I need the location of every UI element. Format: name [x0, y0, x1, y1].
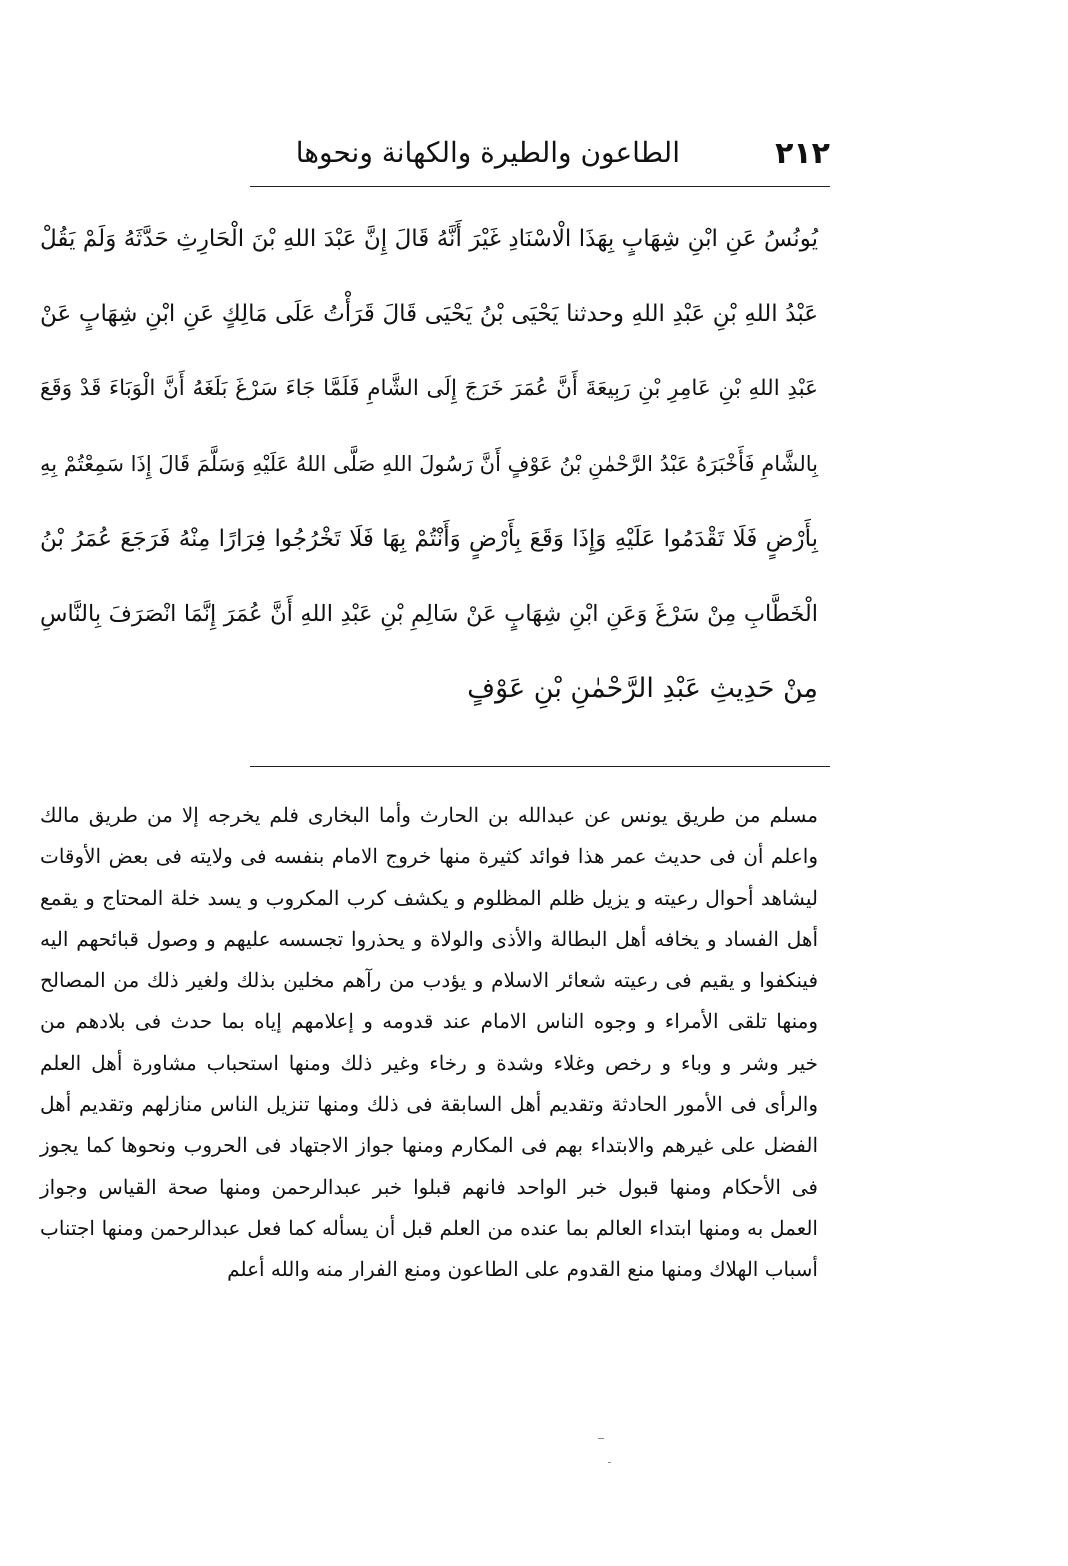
commentary-line: أسباب الهلاك ومنها منع القدوم على الطاعون ومنع الفرار منه والله أعلم — [227, 1257, 818, 1282]
hadith-line: عَبْدُ اللهِ بْنِ عَبْدِ اللهِ وحدثنا يَحْيَى بْنُ يَحْيَى قَالَ قَرَأْتُ عَلَى مَالِكٍ عَنِ ابْنِ شِهَابٍ عَنْ — [40, 301, 818, 327]
commentary-line: فينكفوا و يقيم فى رعيته شعائر الاسلام و يؤدب من رآهم مخلين بذلك ولغير ذلك من المصالح — [40, 968, 818, 993]
page-number: ٢١٢ — [775, 136, 830, 171]
scan-speck — [608, 1462, 611, 1463]
page-header — [250, 132, 830, 182]
hadith-text — [40, 210, 818, 735]
scan-speck — [598, 1438, 604, 1439]
commentary-text — [40, 796, 818, 1292]
section-rule — [250, 766, 830, 767]
hadith-line: بِالشَّامِ فَأَخْبَرَهُ عَبْدُ الرَّحْمٰنِ بْنُ عَوْفٍ أَنَّ رَسُولَ اللهِ صَلَّى اللهُ عَلَيْهِ وَسَلَّمَ قَالَ إِذَا سَمِعْتُمْ بِهِ — [40, 452, 818, 476]
commentary-line: مسلم من طريق يونس عن عبدالله بن الحارث وأما البخارى فلم يخرجه إلا من طريق مالك — [40, 803, 818, 827]
commentary-line: فى الأحكام ومنها قبول خبر الواحد فانهم قبلوا خبر عبدالرحمن ومنها صحة القياس وجواز — [40, 1174, 818, 1199]
commentary-line: الفضل على غيرهم والابتداء بهم فى المكارم ومنها جواز الاجتهاد فى الحروب ونحوها كما يجوز — [40, 1133, 818, 1158]
header-rule — [250, 186, 830, 187]
hadith-line: يُونُسُ عَنِ ابْنِ شِهَابٍ بِهَذَا الْاسْنَادِ غَيْرَ أَنَّهُ قَالَ إِنَّ عَبْدَ اللهِ بْنَ الْحَارِثِ حَدَّثَهُ وَلَمْ يَقُلْ — [40, 226, 818, 252]
commentary-line: واعلم أن فى حديث عمر هذا فوائد كثيرة منها خروج الامام بنفسه فى ولايته فى بعض الأوقات — [40, 844, 818, 869]
commentary-line: والرأى فى الأمور الحادثة وتقديم أهل السابقة فى ذلك ومنها تنزيل الناس منازلهم وتقديم أهل — [40, 1092, 818, 1117]
commentary-line: أهل الفساد و يخافه أهل البطالة والأذى والولاة و يحذروا تجسسه عليهم و وصول قبائحهم اليه — [40, 926, 818, 951]
commentary-line: ومنها تلقى الأمراء و وجوه الناس الامام عند قدومه و إعلامهم إياه بما حدث فى بلادهم من — [40, 1009, 818, 1034]
hadith-line: الْخَطَّابِ مِنْ سَرْغَ وَعَنِ ابْنِ شِهَابٍ عَنْ سَالِمِ بْنِ عَبْدِ اللهِ أَنَّ عُمَرَ إِنَّمَا انْصَرَفَ بِالنَّاسِ — [40, 601, 818, 627]
running-title: الطاعون والطيرة والكهانة ونحوها — [295, 136, 680, 169]
hadith-line: عَبْدِ اللهِ بْنِ عَامِرِ بْنِ رَبِيعَةَ أَنَّ عُمَرَ خَرَجَ إِلَى الشَّامِ فَلَمَّا جَاءَ سَرْغَ بَلَغَهُ أَنَّ الْوَبَاءَ قَدْ وَقَعَ — [40, 376, 818, 401]
commentary-line: العمل به ومنها ابتداء العالم بما عنده من العلم قبل أن يسأله كما فعل عبدالرحمن ومنها اجتناب — [40, 1215, 818, 1240]
hadith-line: مِنْ حَدِيثِ عَبْدِ الرَّحْمٰنِ بْنِ عَوْفٍ — [467, 673, 818, 704]
commentary-line: خير وشر و وباء و رخص وغلاء وشدة و رخاء وغير ذلك ومنها استحباب مشاورة أهل العلم — [40, 1050, 818, 1075]
commentary-line: ليشاهد أحوال رعيته و يزيل ظلم المظلوم و يكشف كرب المكروب و يسد خلة المحتاج و يقمع — [40, 885, 818, 910]
hadith-line: بِأَرْضٍ فَلَا تَقْدَمُوا عَلَيْهِ وَإِذَا وَقَعَ بِأَرْضٍ وَأَنْتُمْ بِهَا فَلَا تَخْرُجُوا فِرَارًا مِنْهُ فَرَجَعَ عُمَرُ بْنُ — [40, 526, 818, 552]
